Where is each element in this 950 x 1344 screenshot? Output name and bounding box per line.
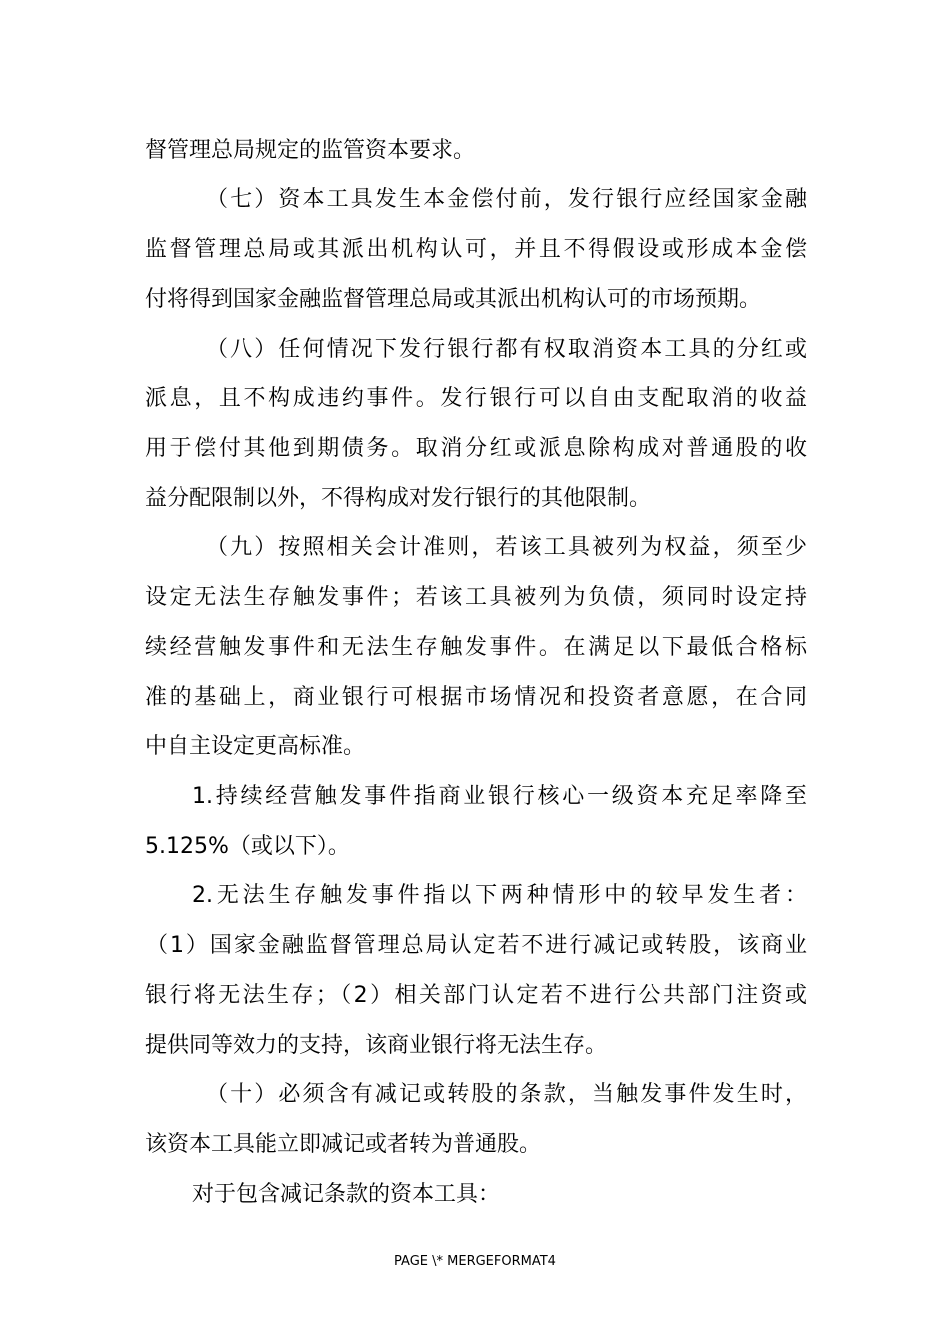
- text-line: （1）国家金融监督管理总局认定若不进行减记或转股，该商业: [146, 933, 807, 958]
- text-line: （十）必须含有减记或转股的条款，当触发事件发生时，: [206, 1082, 807, 1107]
- text-line: 付将得到国家金融监督管理总局或其派出机构认可的市场预期。: [145, 287, 762, 312]
- text-line: 益分配限制以外，不得构成对发行银行的其他限制。: [145, 486, 652, 511]
- text-line: 续经营触发事件和无法生存触发事件。在满足以下最低合格标: [145, 635, 807, 660]
- text-line: 中自主设定更高标准。: [145, 734, 366, 759]
- text-line: 监督管理总局或其派出机构认可，并且不得假设或形成本金偿: [145, 237, 807, 262]
- text-line: （八）任何情况下发行银行都有权取消资本工具的分红或: [206, 337, 807, 362]
- text-line: 设定无法生存触发事件；若该工具被列为负债，须同时设定持: [145, 585, 807, 610]
- text-line: 准的基础上，商业银行可根据市场情况和投资者意愿，在合同: [145, 685, 807, 710]
- text-line: （七）资本工具发生本金偿付前，发行银行应经国家金融: [206, 187, 807, 212]
- text-line: 用于偿付其他到期债务。取消分红或派息除构成对普通股的收: [145, 436, 807, 461]
- text-line: 5.125%（或以下）。: [145, 834, 350, 859]
- text-line: 派息，且不构成违约事件。发行银行可以自由支配取消的收益: [145, 386, 807, 411]
- text-line: 银行将无法生存；（2）相关部门认定若不进行公共部门注资或: [145, 983, 807, 1008]
- text-line: 督管理总局规定的监管资本要求。: [145, 138, 476, 163]
- text-line: 提供同等效力的支持，该商业银行将无法生存。: [145, 1033, 608, 1058]
- text-line: 1.持续经营触发事件指商业银行核心一级资本充足率降至: [192, 784, 807, 809]
- page-footer: PAGE \* MERGEFORMAT4: [394, 1254, 556, 1269]
- text-line: （九）按照相关会计准则，若该工具被列为权益，须至少: [206, 535, 807, 560]
- text-line: 2.无法生存触发事件指以下两种情形中的较早发生者：: [192, 883, 807, 908]
- text-line: 该资本工具能立即减记或者转为普通股。: [145, 1132, 542, 1157]
- text-line: 对于包含减记条款的资本工具：: [192, 1182, 501, 1207]
